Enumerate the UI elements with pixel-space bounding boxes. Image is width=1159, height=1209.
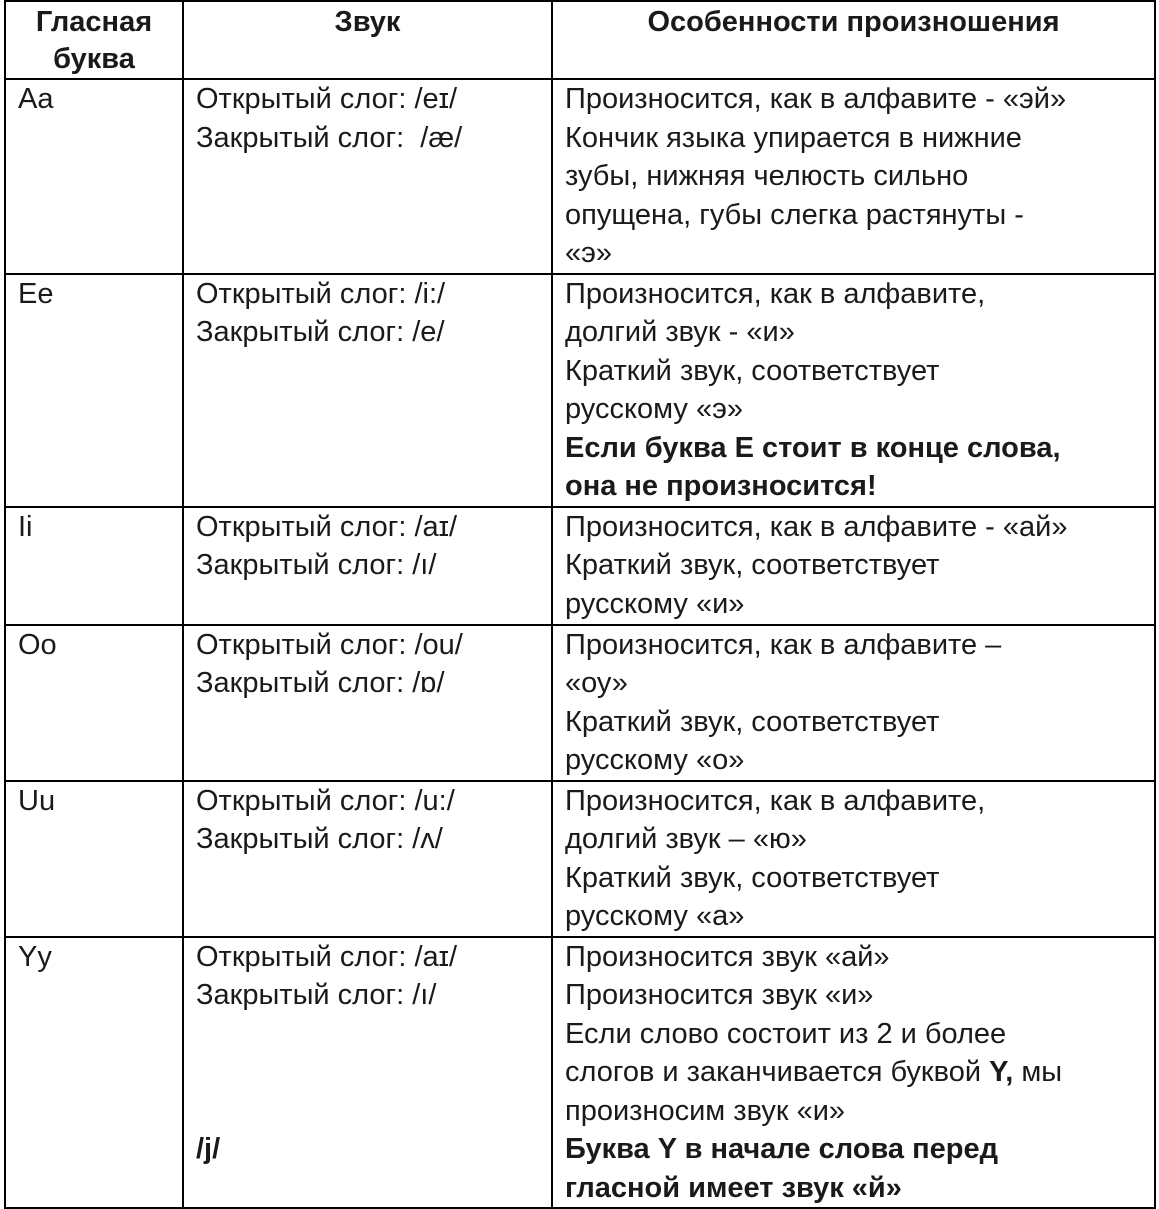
note-line: русскому «о» bbox=[565, 744, 745, 776]
header-pronunciation: Особенности произношения bbox=[552, 1, 1155, 79]
note-line: Если слово состоит из 2 и более bbox=[565, 1017, 1007, 1050]
notes-cell bbox=[552, 781, 1155, 937]
sound-closed: Закрытый слог: /æ/ bbox=[196, 121, 463, 154]
note-line: русскому «а» bbox=[565, 900, 745, 932]
note-line: «э» bbox=[565, 237, 613, 269]
note-emphasis: Y, bbox=[989, 1056, 1014, 1088]
note-line-bold: гласной имеет звук «й» bbox=[565, 1171, 902, 1204]
spacer bbox=[196, 1092, 543, 1131]
note-line: зубы, нижняя челюсть сильно bbox=[565, 160, 969, 192]
header-vowel-letter: Гласная буква bbox=[5, 1, 183, 79]
note-line: «оу» bbox=[565, 667, 628, 699]
note-line-mixed bbox=[565, 1053, 1146, 1092]
letter-cell: Uu bbox=[5, 781, 183, 937]
note-line-bold: Буква Y в начале слова перед bbox=[565, 1133, 999, 1165]
note-line: русскому «э» bbox=[565, 393, 743, 425]
note-line: произносим звук «и» bbox=[565, 1094, 846, 1127]
note-line: Краткий звук, соответствует bbox=[565, 705, 940, 738]
table-row bbox=[5, 507, 1155, 625]
sound-cell bbox=[183, 507, 552, 625]
note-line-bold: Если буква Е стоит в конце слова, bbox=[565, 431, 1061, 464]
spacer bbox=[196, 1015, 543, 1054]
note-line: Произносится, как в алфавите – bbox=[565, 628, 1002, 661]
sound-open: Открытый слог: /i:/ bbox=[196, 277, 446, 310]
table-row bbox=[5, 625, 1155, 781]
table-row bbox=[5, 274, 1155, 507]
letter-cell: Oo bbox=[5, 625, 183, 781]
table-header-row bbox=[5, 1, 1155, 79]
note-line: Краткий звук, соответствует bbox=[565, 861, 940, 894]
letter-cell: Yy bbox=[5, 937, 183, 1209]
sound-cell bbox=[183, 274, 552, 507]
sound-open: Открытый слог: /aɪ/ bbox=[196, 940, 458, 973]
sound-cell bbox=[183, 781, 552, 937]
note-line: долгий звук - «и» bbox=[565, 316, 795, 348]
table-row bbox=[5, 79, 1155, 274]
note-line: Кончик языка упирается в нижние bbox=[565, 121, 1022, 154]
notes-cell bbox=[552, 507, 1155, 625]
vowel-table bbox=[4, 0, 1156, 1209]
notes-cell bbox=[552, 274, 1155, 507]
notes-cell bbox=[552, 937, 1155, 1209]
spacer bbox=[196, 1053, 543, 1092]
sound-closed: Закрытый слог: /ʌ/ bbox=[196, 823, 443, 855]
note-line: Произносится звук «и» bbox=[565, 979, 874, 1011]
table-row bbox=[5, 937, 1155, 1209]
sound-closed: Закрытый слог: /ı/ bbox=[196, 549, 437, 581]
sound-closed: Закрытый слог: /e/ bbox=[196, 316, 445, 348]
sound-consonant: /j/ bbox=[196, 1133, 221, 1165]
note-line: долгий звук – «ю» bbox=[565, 823, 807, 855]
notes-cell bbox=[552, 625, 1155, 781]
note-line: Произносится, как в алфавите - «эй» bbox=[565, 83, 1067, 115]
note-line: Произносится, как в алфавите, bbox=[565, 784, 986, 817]
sound-open: Открытый слог: /aɪ/ bbox=[196, 510, 458, 543]
sound-cell bbox=[183, 937, 552, 1209]
sound-cell bbox=[183, 79, 552, 274]
letter-cell: Aa bbox=[5, 79, 183, 274]
sound-closed: Закрытый слог: /ɒ/ bbox=[196, 667, 445, 699]
note-text: мы bbox=[1013, 1056, 1063, 1088]
note-line: Произносится, как в алфавите, bbox=[565, 277, 986, 310]
sound-open: Открытый слог: /u:/ bbox=[196, 784, 455, 817]
note-line: русскому «и» bbox=[565, 587, 745, 620]
sound-cell bbox=[183, 625, 552, 781]
note-line: Произносится, как в алфавите - «ай» bbox=[565, 510, 1068, 543]
note-line-bold: она не произносится! bbox=[565, 470, 877, 502]
note-line: Произносится звук «ай» bbox=[565, 940, 890, 973]
letter-cell: Ii bbox=[5, 507, 183, 625]
sound-open: Открытый слог: /ou/ bbox=[196, 628, 463, 661]
table-row bbox=[5, 781, 1155, 937]
letter-cell: Ee bbox=[5, 274, 183, 507]
note-text: слогов и заканчивается буквой bbox=[565, 1056, 990, 1088]
note-line: опущена, губы слегка растянуты - bbox=[565, 198, 1024, 231]
note-line: Краткий звук, соответствует bbox=[565, 354, 940, 387]
sound-open: Открытый слог: /eɪ/ bbox=[196, 83, 458, 115]
header-sound: Звук bbox=[183, 1, 552, 79]
notes-cell bbox=[552, 79, 1155, 274]
sound-closed: Закрытый слог: /ı/ bbox=[196, 979, 437, 1011]
note-line: Краткий звук, соответствует bbox=[565, 549, 940, 581]
